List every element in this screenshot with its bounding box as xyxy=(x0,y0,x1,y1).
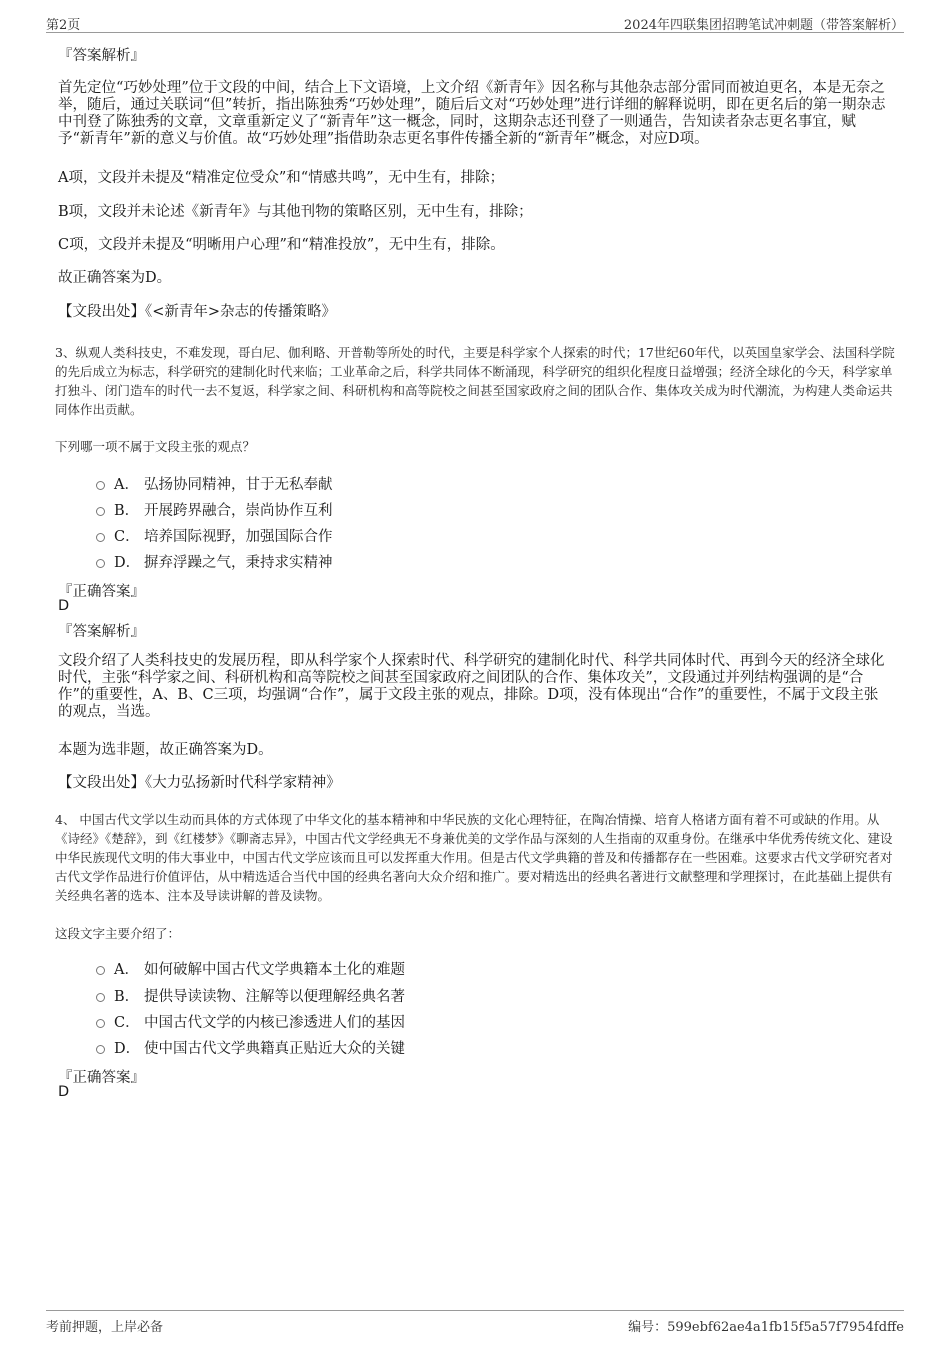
source: 【文段出处】《<新青年>杂志的传播策略》 xyxy=(58,304,337,320)
radio-icon[interactable] xyxy=(96,1019,105,1028)
footer-slogan: 考前押题，上岸必备 xyxy=(46,1320,164,1335)
q3-source: 【文段出处】《大力弘扬新时代科学家精神》 xyxy=(58,775,341,791)
question-4-stem: 4、 中国古代文学以生动而具体的方式体现了中华文化的基本精神和中华民族的文化心理特征，在陶冶情操、培育人格诸方面有着不可或缺的作用。从《诗经》《楚辞》，到《红楼梦》《聊斋志异》，中国古代文学经典无不身兼优美的文学作品与深刻的人生指南的双重身份。在继承中华优秀传统文化、建设中华民族现代文明的伟大事业中，中国古代文学应该而且可以发挥重大作用。但是古代文学典籍的普及和传播都存在一些困难。这要求古代文学研究者对古代文学作品进行价值评估，从中精选适合当代中国的经典名著向大众介绍和推广。要对精选出的经典名著进行文献整理和学理探讨，在此基础上提供有关经典名著的选本、注本及导读讲解的普及读物。 xyxy=(55,812,893,903)
q4-option-c[interactable]: C． 中国古代文学的内核已渗透进人们的基因 xyxy=(96,1011,405,1031)
q3-option-d[interactable]: D． 摒弃浮躁之气，秉持求实精神 xyxy=(96,551,333,571)
page-number: 第2页 xyxy=(46,18,81,33)
analysis-label: 『答案解析』 xyxy=(58,48,145,64)
q3-answer-label: 『正确答案』 xyxy=(58,584,145,600)
option-c-analysis: C项，文段并未提及“明晰用户心理”和“精准投放”，无中生有，排除。 xyxy=(58,237,505,253)
question-3-prompt: 下列哪一项不属于文段主张的观点？ xyxy=(55,439,256,454)
radio-icon[interactable] xyxy=(96,1045,105,1054)
radio-icon[interactable] xyxy=(96,559,105,568)
radio-icon[interactable] xyxy=(96,481,105,490)
radio-icon[interactable] xyxy=(96,966,105,975)
q4-answer: D xyxy=(58,1084,70,1100)
q4-answer-label: 『正确答案』 xyxy=(58,1070,145,1086)
q3-analysis-label: 『答案解析』 xyxy=(58,624,145,640)
page-footer xyxy=(46,1310,904,1335)
radio-icon[interactable] xyxy=(96,993,105,1002)
analysis-text: 首先定位“巧妙处理”位于文段的中间，结合上下文语境，上文介绍《新青年》因名称与其他杂志部分雷同而被迫更名，本是无奈之举，随后，通过关联词“但”转折，指出陈独秀“巧妙处理”，随后后文对“巧妙处理”进行详细的解释说明，即在更名后的第一期杂志中刊登了陈独秀的文章，文章重新定义了“新青年”这一概念，同时，这期杂志还刊登了一则通告，告知读者杂志更名事宜，赋予“新青年”新的意义与价值。故“巧妙处理”指借助杂志更名事件传播全新的“新青年”概念，对应D项。 xyxy=(58,80,886,147)
q3-analysis-text: 文段介绍了人类科技史的发展历程，即从科学家个人探索时代、科学研究的建制化时代、科学共同体时代、再到今天的经济全球化时代，主张“科学家之间、科研机构和高等院校之间甚至国家政府之间团队的合作、集体攻关”，文段通过并列结构强调的是“合作”的重要性，A、B、C三项，均强调“合作”，属于文段主张的观点，排除。D项，没有体现出“合作”的重要性，不属于文段主张的观点，当选。 xyxy=(58,653,885,720)
option-b-analysis: B项，文段并未论述《新青年》与其他刊物的策略区别，无中生有，排除； xyxy=(58,204,533,220)
q3-option-c[interactable]: C． 培养国际视野，加强国际合作 xyxy=(96,525,333,545)
question-3-stem: 3、纵观人类科技史，不难发现，哥白尼、伽利略、开普勒等所处的时代，主要是科学家个人探索的时代；17世纪60年代，以英国皇家学会、法国科学院的先后成立为标志，科学研究的建制化时代来临；工业革命之后，科学共同体不断涌现，科学研究的组织化程度日益增强；经济全球化的今天，科学家单打独斗、闭门造车的时代一去不复返，科学家之间、科研机构和高等院校之间甚至国家政府之间的团队合作、集体攻关成为时代潮流，为构建人类命运共同体作出贡献。 xyxy=(55,345,895,417)
q4-option-b[interactable]: B． 提供导读读物、注解等以便理解经典名著 xyxy=(96,985,405,1005)
question-4-prompt: 这段文字主要介绍了： xyxy=(55,926,181,941)
radio-icon[interactable] xyxy=(96,533,105,542)
document-code: 编号：599ebf62ae4a1fb15f5a57f7954fdffe xyxy=(628,1320,904,1335)
radio-icon[interactable] xyxy=(96,507,105,516)
conclusion: 故正确答案为D。 xyxy=(58,270,172,286)
option-a-analysis: A项，文段并未提及“精准定位受众”和“情感共鸣”，无中生有，排除； xyxy=(58,170,505,186)
q4-option-a[interactable]: A． 如何破解中国古代文学典籍本土化的难题 xyxy=(96,958,405,978)
q4-option-d[interactable]: D． 使中国古代文学典籍真正贴近大众的关键 xyxy=(96,1037,405,1057)
q3-option-a[interactable]: A． 弘扬协同精神，甘于无私奉献 xyxy=(96,473,333,493)
document-title: 2024年四联集团招聘笔试冲刺题（带答案解析） xyxy=(623,18,904,33)
page-header xyxy=(46,14,904,33)
q3-option-b[interactable]: B． 开展跨界融合，崇尚协作互利 xyxy=(96,499,333,519)
q3-conclusion: 本题为选非题，故正确答案为D。 xyxy=(58,742,273,758)
q3-answer: D xyxy=(58,598,70,614)
